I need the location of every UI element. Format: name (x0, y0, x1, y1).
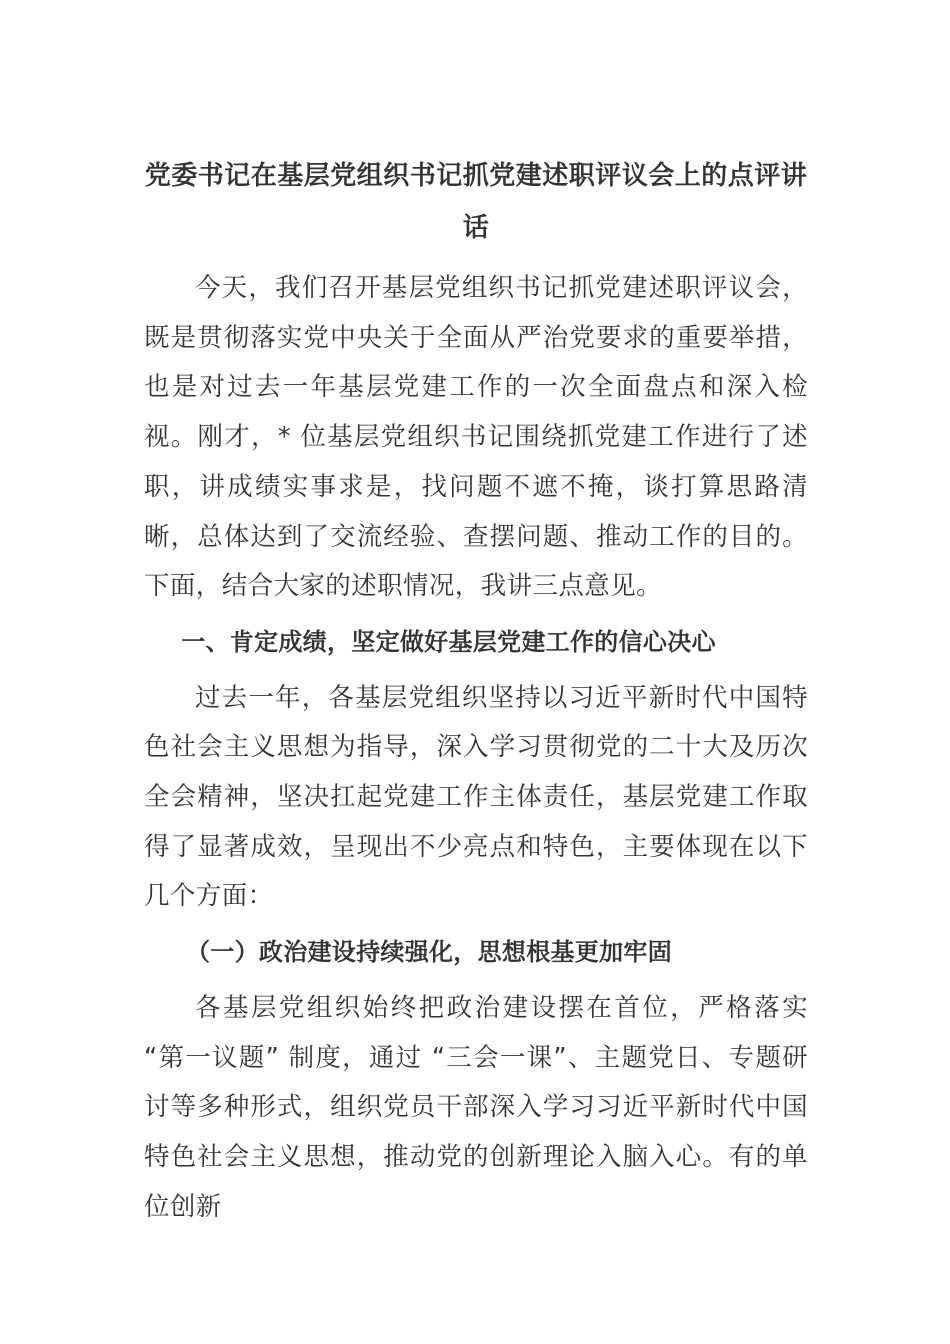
subsection-paragraph: 各基层党组织始终把政治建设摆在首位，严格落实 “第一议题” 制度，通过 “三会一课”、主题党日、专题研讨等多种形式，组织党员干部深入学习习近平新时代中国特色社会主义思想，推动党的创新理论入脑入心。有的单位创新 (144, 992, 808, 1222)
spacer (144, 254, 808, 264)
document-title: 党委书记在基层党组织书记抓党建述职评议会上的点评讲话 (144, 161, 808, 243)
subsection-heading: （一）政治建设持续强化，思想根基更加牢固 (186, 938, 672, 967)
document-body (144, 150, 808, 1232)
intro-paragraph: 今天，我们召开基层党组织书记抓党建述职评议会，既是贯彻落实党中央关于全面从严治党要求的重要举措，也是对过去一年基层党建工作的一次全面盘点和深入检视。刚才，* 位基层党组织书记围绕抓党建工作进行了述职，讲成绩实事求是，找问题不遮不掩，谈打算思路清晰，总体达到了交流经验、查摆问题、推动工作的目的。下面，结合大家的述职情况，我讲三点意见。 (144, 273, 808, 602)
section-heading: 一、肯定成绩，坚定做好基层党建工作的信心决心 (181, 627, 716, 656)
section-paragraph: 过去一年，各基层党组织坚持以习近平新时代中国特色社会主义思想为指导，深入学习贯彻党的二十大及历次全会精神，坚决扛起党建工作主体责任，基层党建工作取得了显著成效，呈现出不少亮点和特色，主要体现在以下几个方面： (144, 682, 808, 912)
